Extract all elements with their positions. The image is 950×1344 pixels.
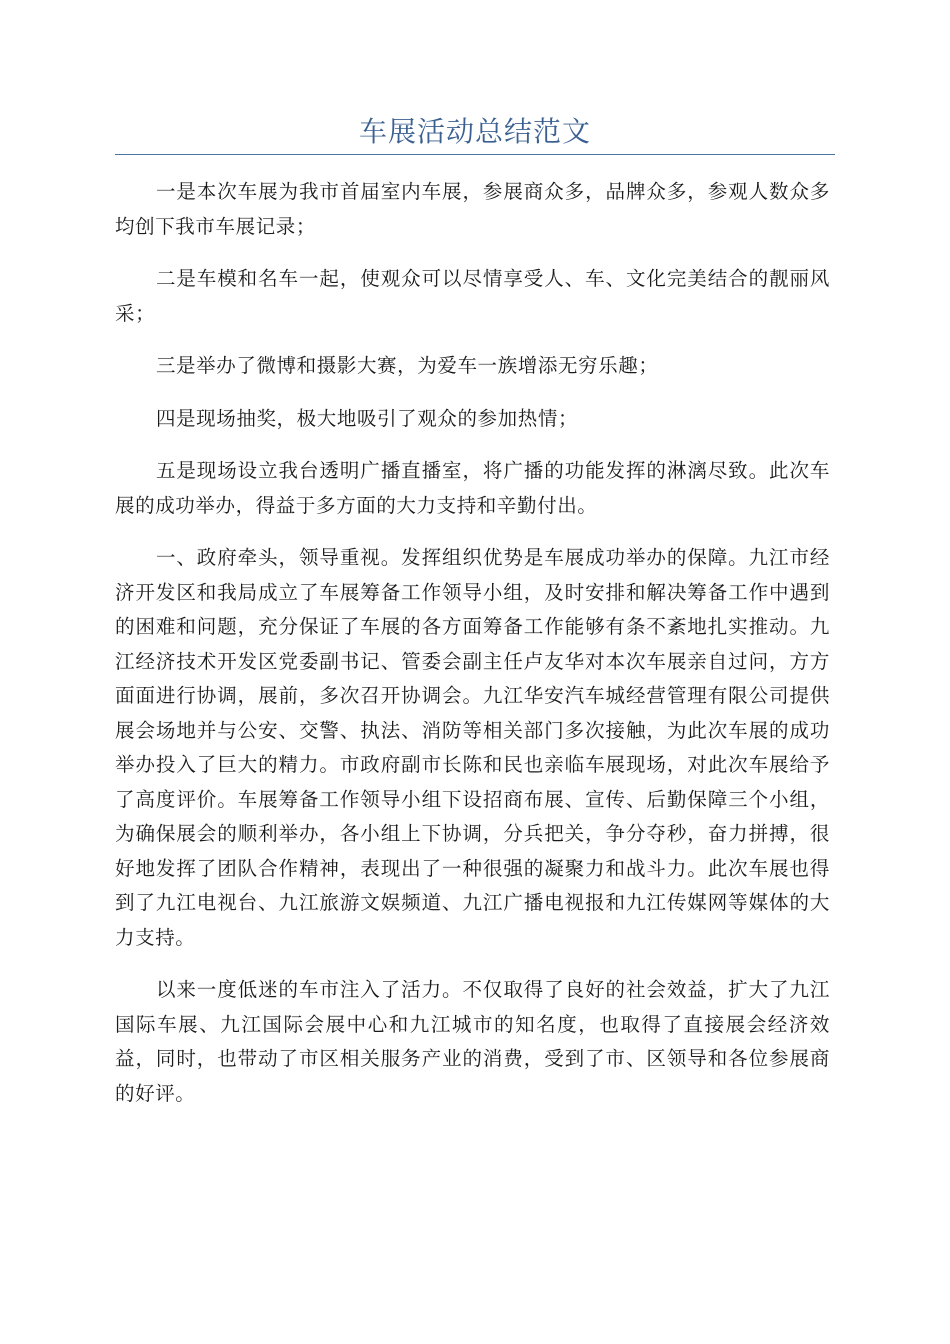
paragraph-4: 四是现场抽奖，极大地吸引了观众的参加热情； (155, 406, 579, 430)
paragraph-1: 一是本次车展为我市首届室内车展，参展商众多，品牌众多，参观人数众多均创下我市车展记录； (115, 180, 830, 238)
paragraph-5: 五是现场设立我台透明广播直播室，将广播的功能发挥的淋漓尽致。此次车展的成功举办，得益于多方面的大力支持和辛勤付出。 (115, 459, 830, 517)
paragraph-3: 三是举办了微博和摄影大赛，为爱车一族增添无穷乐趣； (155, 354, 659, 377)
paragraph-2: 二是车模和名车一起，使观众可以尽情享受人、车、文化完美结合的靓丽风采； (115, 267, 830, 325)
document-title: 车展活动总结范文 (358, 115, 591, 148)
document-body (115, 175, 830, 1129)
paragraph-7: 以来一度低迷的车市注入了活力。不仅取得了良好的社会效益，扩大了九江国际车展、九江国际会展中心和九江城市的知名度，也取得了直接展会经济效益，同时，也带动了市区相关服务产业的消费，受到了市、区领导和各位参展商的好评。 (115, 978, 830, 1105)
title-underline (115, 154, 835, 155)
paragraph-6: 一、政府牵头，领导重视。发挥组织优势是车展成功举办的保障。九江市经济开发区和我局成立了车展筹备工作领导小组，及时安排和解决筹备工作中遇到的困难和问题，充分保证了车展的各方面筹备工作能够有条不紊地扎实推动。九江经济技术开发区党委副书记、管委会副主任卢友华对本次车展亲自过问，方方面面进行协调，展前，多次召开协调会。九江华安汽车城经营管理有限公司提供展会场地并与公安、交警、执法、消防等相关部门多次接触，为此次车展的成功举办投入了巨大的精力。市政府副市长陈和民也亲临车展现场，对此次车展给予了高度评价。车展筹备工作领导小组下设招商布展、宣传、后勤保障三个小组，为确保展会的顺利举办，各小组上下协调，分兵把关，争分夺秒，奋力拼搏，很好地发挥了团队合作精神，表现出了一种很强的凝聚力和战斗力。此次车展也得到了九江电视台、九江旅游文娱频道、九江广播电视报和九江传媒网等媒体的大力支持。 (115, 546, 830, 949)
